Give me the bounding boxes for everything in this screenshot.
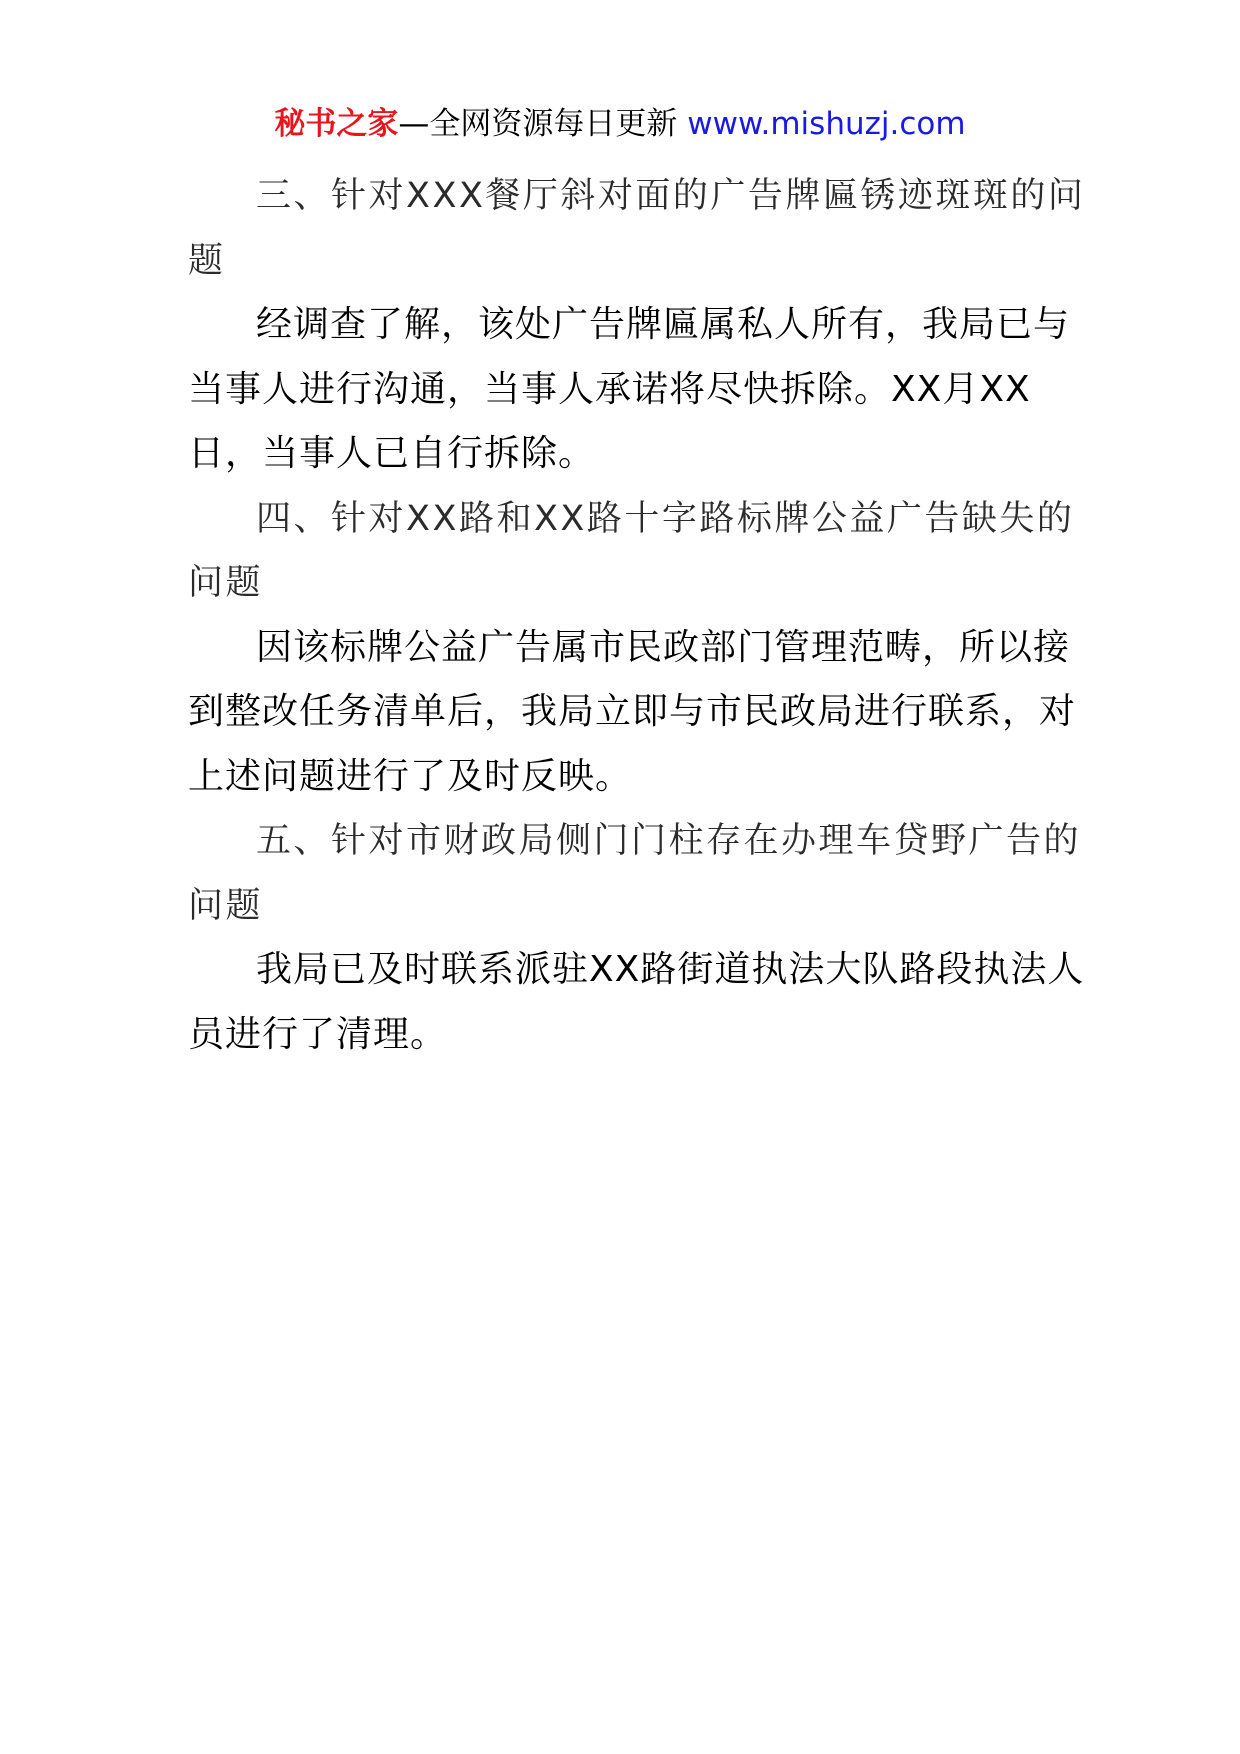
section-heading-5: 五、针对市财政局侧门门柱存在办理车贷野广告的问题: [188, 821, 1082, 926]
header-tagline: —全网资源每日更新: [398, 106, 678, 142]
section-body-4: 因该标牌公益广告属市民政部门管理范畴，所以接到整改任务清单后，我局立即与市民政局进行联系，对上述问题进行了及时反映。: [188, 626, 1077, 797]
page-header: [0, 104, 1240, 144]
section-heading-4: 四、针对XX路和XX路十字路标牌公益广告缺失的问题: [188, 498, 1075, 603]
section-body-5: 我局已及时联系派驻XX路街道执法大队路段执法人员进行了清理。: [188, 949, 1085, 1055]
section-body-3: 经调查了解，该处广告牌匾属私人所有，我局已与当事人进行沟通，当事人承诺将尽快拆除。XX月XX日，当事人已自行拆除。: [188, 304, 1071, 474]
site-url-link[interactable]: www.mishuzj.com: [687, 106, 966, 142]
brand-name: 秘书之家: [274, 106, 399, 142]
section-heading-3: 三、针对XXX餐厅斜对面的广告牌匾锈迹斑斑的问题: [188, 176, 1086, 281]
document-body: [188, 164, 1088, 1067]
